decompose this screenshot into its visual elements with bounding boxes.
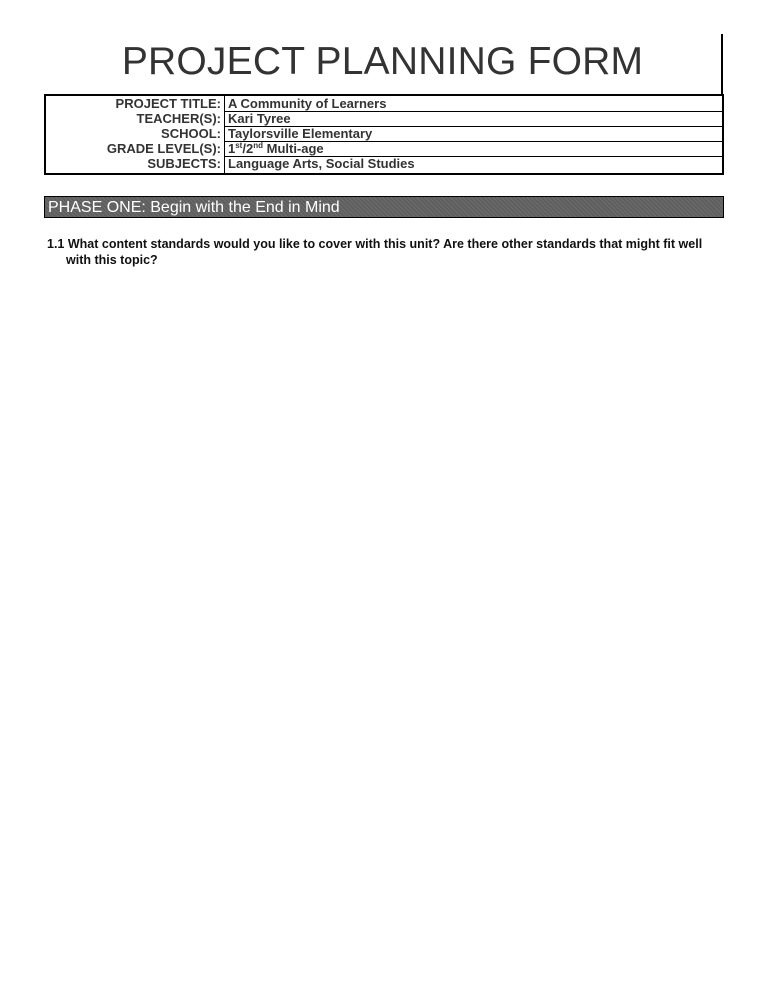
question-1-1-text: 1.1 What content standards would you like to cover with this unit? Are there other standards that might fit well with this topic? [47, 237, 703, 267]
subjects-label: SUBJECTS: [45, 157, 225, 175]
question-1-1 [47, 236, 717, 268]
grade-first: 1 [228, 141, 236, 156]
phase-one-heading: PHASE ONE: Begin with the End in Mind [48, 199, 340, 216]
teachers-label: TEACHER(S): [45, 112, 225, 127]
info-row-grade-levels [45, 142, 723, 157]
project-info-table [44, 94, 724, 175]
subjects-value: Language Arts, Social Studies [225, 157, 724, 175]
school-label: SCHOOL: [45, 127, 225, 142]
grade-levels-label: GRADE LEVEL(S): [45, 142, 225, 157]
grade-second: 2 [245, 141, 254, 156]
grade-descriptor: Multi-age [263, 141, 324, 156]
form-title: PROJECT PLANNING FORM [121, 40, 644, 83]
form-header [44, 34, 723, 94]
phase-one-banner [44, 196, 724, 218]
grade-levels-value [225, 142, 724, 157]
project-title-value: A Community of Learners [228, 96, 387, 111]
school-value: Taylorsville Elementary [225, 127, 724, 142]
project-title-label: PROJECT TITLE: [45, 95, 225, 112]
info-row-project-title [45, 95, 723, 112]
info-row-school [45, 127, 723, 142]
grade-first-suffix: st [235, 141, 243, 150]
grade-second-suffix: nd [253, 141, 263, 150]
grade-separator: / [242, 141, 246, 156]
info-row-subjects [45, 157, 723, 175]
info-row-teachers [45, 112, 723, 127]
teachers-value: Kari Tyree [225, 112, 724, 127]
